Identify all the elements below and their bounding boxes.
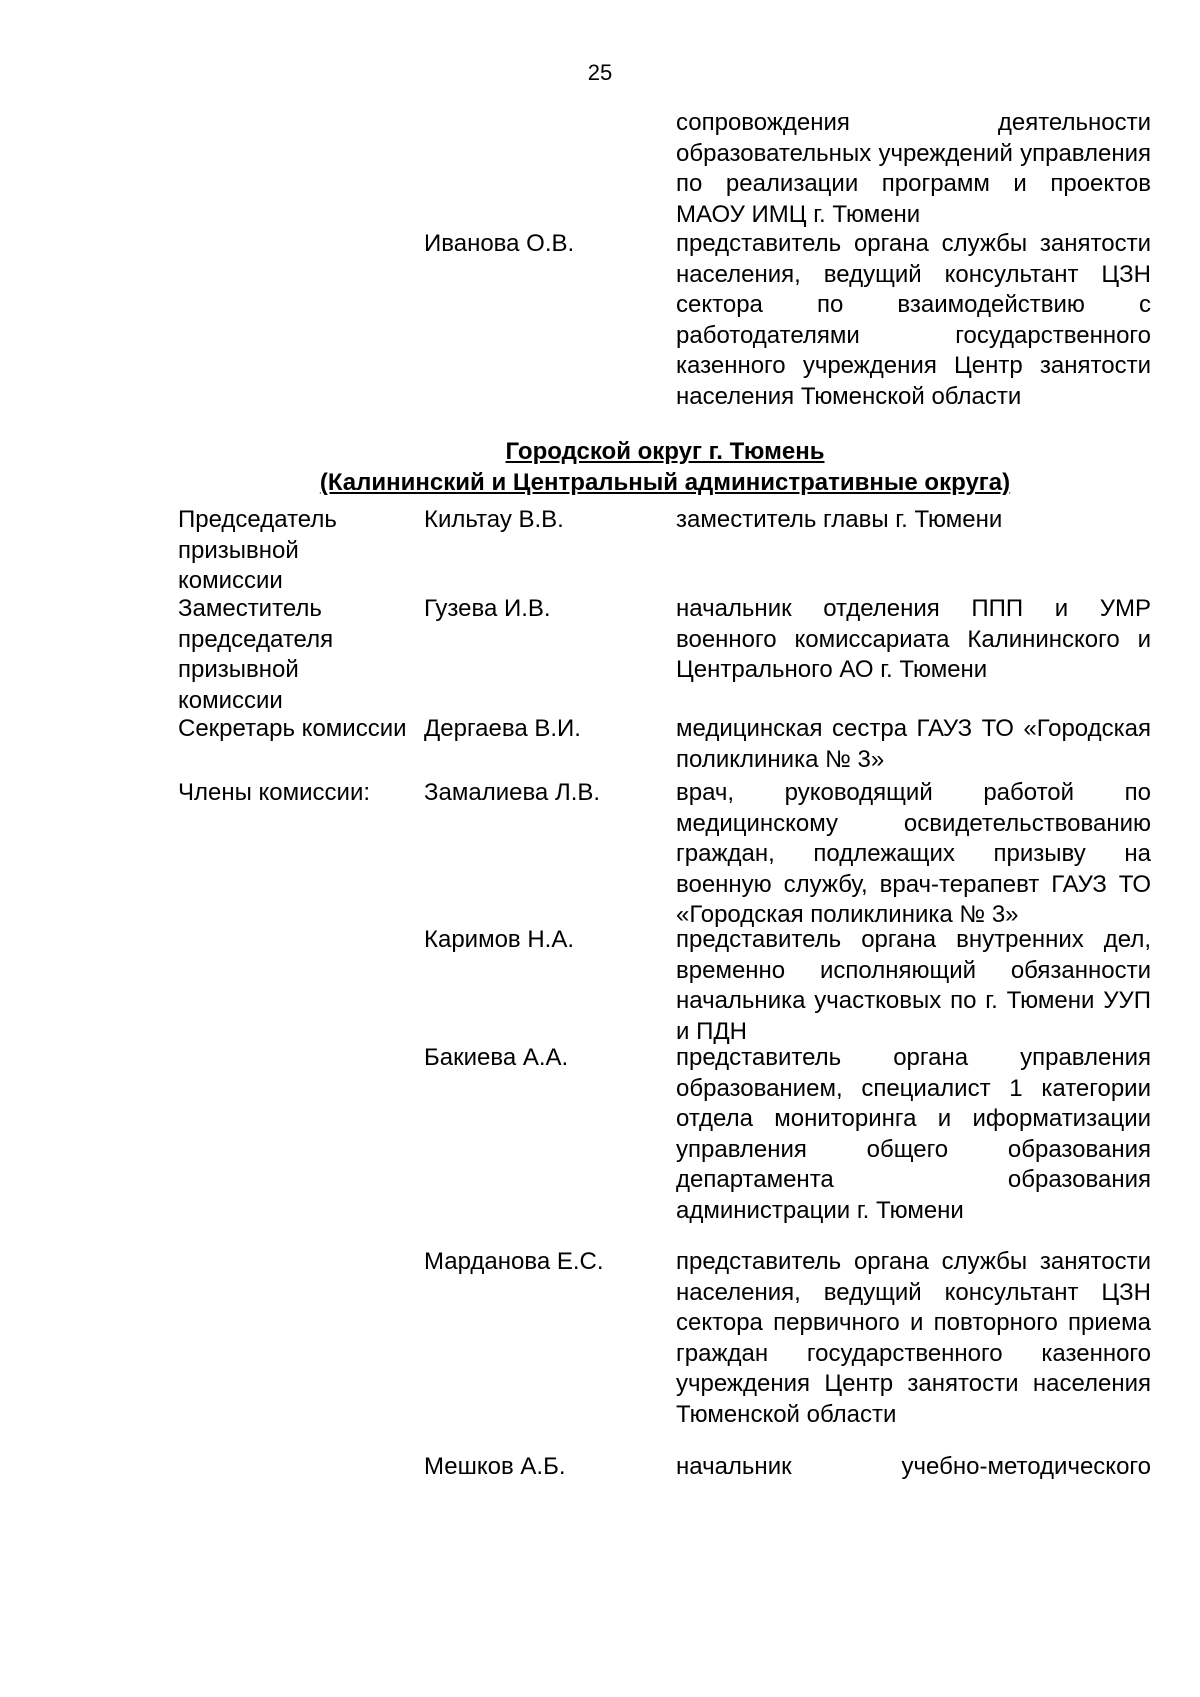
member-name: Иванова О.В.	[424, 230, 575, 257]
role-label: Секретарь комиссии	[178, 715, 407, 742]
position-text: начальник отделения ППП и УМР военного комиссариата Калининского и Центрального АО г. Тюмени	[676, 595, 1151, 683]
section-title-line1: Городской округ г. Тюмень	[505, 438, 825, 465]
member-name: Гузева И.В.	[424, 595, 551, 622]
position-text: заместитель главы г. Тюмени	[676, 506, 1003, 533]
page-number: 25	[587, 60, 613, 85]
position-text: начальник учебно-методического	[676, 1453, 1151, 1480]
position-text: представитель органа управления образованием, специалист 1 категории отдела мониторинга и иформатизации управления общего образования департамента образования администрации г. Тюмени	[676, 1044, 1151, 1224]
member-name: Бакиева А.А.	[424, 1044, 569, 1071]
role-label: Члены комиссии:	[178, 779, 371, 806]
role-label: Председатель призывной комиссии	[178, 506, 337, 594]
position-text: представитель органа службы занятости населения, ведущий консультант ЦЗН сектора первичного и повторного приема граждан государственного казенного учреждения Центр занятости населения Тюменской области	[676, 1248, 1151, 1428]
member-name: Замалиева Л.В.	[424, 779, 601, 806]
member-name: Кильтау В.В.	[424, 506, 564, 533]
member-name: Мешков А.Б.	[424, 1453, 566, 1480]
member-name: Каримов Н.А.	[424, 926, 575, 953]
role-label: Заместитель председателя призывной комиссии	[178, 595, 334, 714]
position-text: представитель органа внутренних дел, временно исполняющий обязанности начальника участковых по г. Тюмени УУП и ПДН	[676, 926, 1151, 1045]
position-text: представитель органа службы занятости населения, ведущий консультант ЦЗН сектора по взаимодействию с работодателями государственного казенного учреждения Центр занятости населения Тюменской области	[676, 230, 1151, 410]
position-text: врач, руководящий работой по медицинскому освидетельствованию граждан, подлежащих призыву на военную службу, врач-терапевт ГАУЗ ТО «Городская поликлиника № 3»	[676, 779, 1151, 928]
position-text: медицинская сестра ГАУЗ ТО «Городская поликлиника № 3»	[676, 715, 1151, 773]
section-title-line2: (Калининский и Центральный административные округа)	[319, 469, 1011, 496]
member-name: Дергаева В.И.	[424, 715, 581, 742]
position-text: сопровождения деятельности образовательных учреждений управления по реализации программ и проектов МАОУ ИМЦ г. Тюмени	[676, 109, 1151, 228]
member-name: Марданова Е.С.	[424, 1248, 604, 1275]
